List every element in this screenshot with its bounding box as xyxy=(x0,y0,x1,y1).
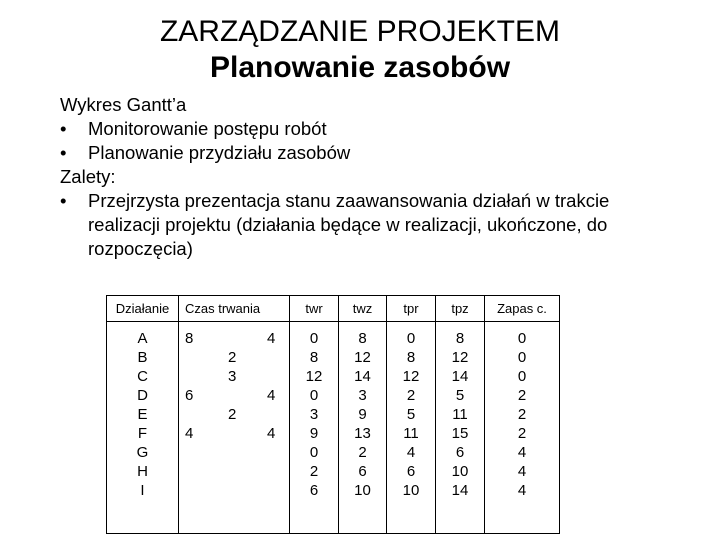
tpr-cell: 6 xyxy=(406,463,416,480)
bullet-item xyxy=(60,117,680,141)
tpr-cell: 12 xyxy=(402,368,420,385)
tpz-cell: 6 xyxy=(455,444,465,461)
bullet-text: Przejrzysta prezentacja stanu zaawansowania działań w trakcie realizacji projektu (działania będące w realizacji, ukończone, do rozpoczęcia) xyxy=(88,190,610,259)
twz-cell: 3 xyxy=(358,387,367,404)
column-twz xyxy=(339,322,387,534)
bullet-dot: • xyxy=(60,190,67,211)
slack-cell: 4 xyxy=(517,444,527,461)
duration-end-label: 4 xyxy=(267,387,276,404)
column-twr xyxy=(290,322,339,534)
column-tpz xyxy=(436,322,485,534)
tpz-cell: 14 xyxy=(451,482,469,499)
bullet-text: Planowanie przydziału zasobów xyxy=(88,142,351,163)
twr-cell: 0 xyxy=(309,387,319,404)
header-duration: Czas trwania xyxy=(179,296,290,322)
tpz-cell: 10 xyxy=(451,463,469,480)
duration-cell: 2 xyxy=(228,349,237,366)
tpz-cell: 5 xyxy=(455,387,465,404)
bullet-dot: • xyxy=(60,118,67,139)
twz-cell: 14 xyxy=(354,368,371,385)
column-activity xyxy=(107,322,179,534)
header-tpr: tpr xyxy=(387,296,436,322)
bullet-item xyxy=(60,189,680,261)
activity-cell: G xyxy=(136,444,149,461)
twr-cell: 0 xyxy=(309,444,319,461)
tpr-cell: 5 xyxy=(406,406,416,423)
title-line-1: ZARZĄDZANIE PROJEKTEM xyxy=(159,15,561,48)
twr-cell: 6 xyxy=(309,482,319,499)
duration-cell: 6 xyxy=(185,387,194,404)
activity-cell: E xyxy=(137,406,148,423)
heading-gantt: Wykres Gantt’a xyxy=(60,94,187,115)
activity-cell: H xyxy=(137,463,148,480)
header-slack: Zapas c. xyxy=(485,296,560,322)
heading-advantages: Zalety: xyxy=(60,166,116,187)
twz-cell: 2 xyxy=(358,444,367,461)
twz-cell: 6 xyxy=(358,463,367,480)
duration-end-label: 4 xyxy=(267,330,276,347)
tpr-cell: 4 xyxy=(406,444,416,461)
slack-cell: 4 xyxy=(517,463,527,480)
twz-cell: 13 xyxy=(354,425,371,442)
header-activity: Działanie xyxy=(107,296,179,322)
tpr-cell: 2 xyxy=(406,387,416,404)
twr-cell: 12 xyxy=(305,368,323,385)
tpr-cell: 8 xyxy=(406,349,416,366)
twz-cell: 9 xyxy=(358,406,367,423)
slack-cell: 0 xyxy=(517,368,527,385)
tpz-cell: 14 xyxy=(451,368,469,385)
tpz-cell: 12 xyxy=(451,349,469,366)
slide-body xyxy=(60,93,680,261)
bullet-dot: • xyxy=(60,142,67,163)
slack-cell: 2 xyxy=(517,425,527,442)
header-twz: twz xyxy=(339,296,387,322)
bullet-text: Monitorowanie postępu robót xyxy=(88,118,327,139)
tpz-cell: 8 xyxy=(455,330,465,347)
twr-cell: 0 xyxy=(309,330,319,347)
activity-cell: B xyxy=(137,349,148,366)
twz-cell: 8 xyxy=(358,330,367,347)
twr-cell: 3 xyxy=(309,406,319,423)
tpr-cell: 10 xyxy=(402,482,420,499)
slack-cell: 4 xyxy=(517,482,527,499)
twr-cell: 8 xyxy=(309,349,319,366)
header-tpz: tpz xyxy=(436,296,485,322)
activity-cell: F xyxy=(137,425,148,442)
duration-cell: 2 xyxy=(228,406,237,423)
duration-cell: 8 xyxy=(185,330,194,347)
slack-cell: 0 xyxy=(517,330,527,347)
table-body-row xyxy=(107,322,560,534)
slack-cell: 2 xyxy=(517,406,527,423)
slide-title xyxy=(0,14,720,86)
title-line-2: Planowanie zasobów xyxy=(209,51,511,84)
header-twr: twr xyxy=(290,296,339,322)
tpr-cell: 0 xyxy=(406,330,416,347)
table-header-row xyxy=(107,296,560,322)
activity-cell: A xyxy=(137,330,148,347)
twz-cell: 10 xyxy=(354,482,371,499)
slack-cell: 0 xyxy=(517,349,527,366)
tpz-cell: 15 xyxy=(451,425,469,442)
slack-cell: 2 xyxy=(517,387,527,404)
tpz-cell: 11 xyxy=(452,406,468,423)
activity-cell: D xyxy=(137,387,148,404)
gantt-table xyxy=(106,295,560,534)
duration-cell: 3 xyxy=(228,368,237,385)
bullet-item xyxy=(60,141,680,165)
duration-end-label: 4 xyxy=(267,425,276,442)
activity-cell: C xyxy=(137,368,148,385)
duration-cell: 4 xyxy=(185,425,194,442)
twr-cell: 9 xyxy=(309,425,319,442)
column-tpr xyxy=(387,322,436,534)
twz-cell: 12 xyxy=(354,349,371,366)
tpr-cell: 11 xyxy=(403,425,419,442)
twr-cell: 2 xyxy=(309,463,319,480)
column-duration xyxy=(179,322,290,534)
activity-cell: I xyxy=(140,482,145,499)
column-slack xyxy=(485,322,560,534)
